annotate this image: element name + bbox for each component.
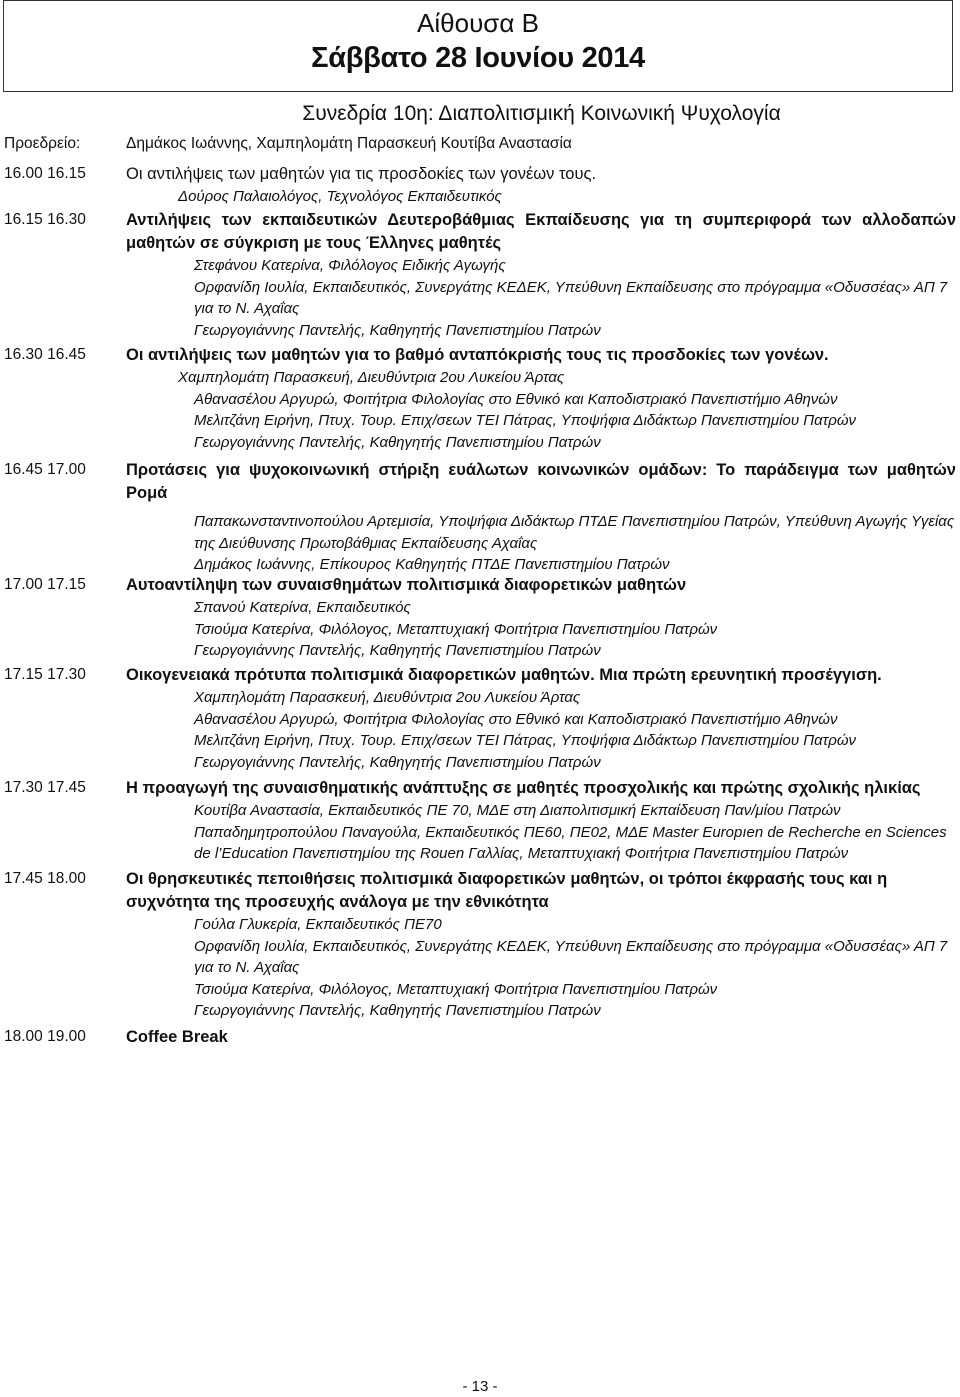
talk-time: 16.00 16.15 (4, 165, 86, 182)
chair-label: Προεδρείο: (4, 135, 81, 152)
talk-title: Οι θρησκευτικές πεποιθήσεις πολιτισμικά διαφορετικών μαθητών, οι τρόποι έκφρασής τους και η συχνότητα της προσευχής ανάλογα με την εθνικότητα (126, 870, 888, 911)
talk-author: Γεωργογιάννης Παντελής, Καθηγητής Πανεπιστημίου Πατρών (194, 642, 601, 659)
talk-title: Οικογενειακά πρότυπα πολιτισμικά διαφορετικών μαθητών. Μια πρώτη ερευνητική προσέγγιση. (126, 666, 882, 684)
talk-author: Γεωργογιάννης Παντελής, Καθηγητής Πανεπιστημίου Πατρών (194, 1002, 601, 1019)
talk-author: Μελιτζάνη Ειρήνη, Πτυχ. Τουρ. Επιχ/σεων ΤΕΙ Πάτρας, Υποψήφια Διδάκτωρ Πανεπιστημίου Πατρών (194, 412, 857, 429)
talk-title: Προτάσεις για ψυχοκοινωνική στήριξη ευάλωτων κοινωνικών ομάδων: Το παράδειγμα των μαθητών Ρομά (126, 461, 956, 502)
talk-time: 16.45 17.00 (4, 461, 86, 478)
talk-author: Γούλα Γλυκερία, Εκπαιδευτικός ΠΕ70 (194, 916, 442, 933)
talk-time: 18.00 19.00 (4, 1028, 86, 1045)
talk-author: Παπαδημητροπούλου Παναγούλα, Εκπαιδευτικός ΠΕ60, ΠΕ02, ΜΔΕ Master Europıen de Recherche en Sciences de l’Education Πανεπιστημίου της Rouen Γαλλίας, Μεταπτυχιακή Φοιτήτρια Πανεπιστημίου Πατρών (194, 823, 947, 862)
header-box (3, 0, 953, 92)
talk-author: Χαμπηλομάτη Παρασκευή, Διευθύντρια 2ου Λυκείου Άρτας (194, 689, 581, 706)
talk-author: Κουτίβα Αναστασία, Εκπαιδευτικός ΠΕ 70, ΜΔΕ στη Διαπολιτισμική Εκπαίδευση Παν/μίου Πατρών (194, 802, 841, 819)
talk-author: Δημάκος Ιωάννης, Επίκουρος Καθηγητής ΠΤΔΕ Πανεπιστημίου Πατρών (194, 556, 670, 573)
talk-title: Η προαγωγή της συναισθηματικής ανάπτυξης σε μαθητές προσχολικής και πρώτης σχολικής ηλικίας (126, 779, 921, 797)
talk-author: Σπανού Κατερίνα, Εκπαιδευτικός (194, 599, 411, 616)
page-number: - 13 - (462, 1378, 498, 1395)
talk-title: Αυτοαντίληψη των συναισθημάτων πολιτισμικά διαφορετικών μαθητών (126, 576, 687, 594)
talk-author: Χαμπηλομάτη Παρασκευή, Διευθύντρια 2ου Λυκείου Άρτας (178, 369, 565, 386)
talk-time: 16.15 16.30 (4, 211, 86, 228)
room-heading: Αίθουσα Β (417, 8, 539, 38)
talk-author: Ορφανίδη Ιουλία, Εκπαιδευτικός, Συνεργάτης ΚΕΔΕΚ, Υπεύθυνη Εκπαίδευσης στο πρόγραμμα «Οδυσσέας» ΑΠ 7 για το Ν. Αχαΐας (194, 937, 948, 976)
session-title: Συνεδρία 10η: Διαπολιτισμική Κοινωνική Ψυχολογία (302, 102, 781, 125)
talk-time: 17.45 18.00 (4, 870, 86, 887)
talk-author: Παπακωνσταντινοπούλου Αρτεμισία, Υποψήφια Διδάκτωρ ΠΤΔΕ Πανεπιστημίου Πατρών, Υπεύθυνη Αγωγής Υγείας της Διεύθυνσης Πρωτοβάθμιας Εκπαίδευσης Αχαΐας (194, 513, 955, 552)
date-heading: Σάββατο 28 Ιουνίου 2014 (311, 42, 645, 74)
talk-title: Οι αντιλήψεις των μαθητών για τις προσδοκίες των γονέων τους. (126, 165, 597, 183)
talk-author: Γεωργογιάννης Παντελής, Καθηγητής Πανεπιστημίου Πατρών (194, 753, 601, 771)
talk-author: Γεωργογιάννης Παντελής, Καθηγητής Πανεπιστημίου Πατρών (194, 433, 601, 451)
talk-author: Δούρος Παλαιολόγος, Τεχνολόγος Εκπαιδευτικός (178, 188, 502, 205)
talk-title: Αντιλήψεις των εκπαιδευτικών Δευτεροβάθμιας Εκπαίδευσης για τη συμπεριφορά των αλλοδαπών μαθητών σε σύγκριση με τους Έλληνες μαθητές (126, 211, 956, 252)
talk-author: Αθανασέλου Αργυρώ, Φοιτήτρια Φιλολογίας στο Εθνικό και Καποδιστριακό Πανεπιστήμιο Αθηνών (194, 390, 838, 408)
talk-author: Γεωργογιάννης Παντελής, Καθηγητής Πανεπιστημίου Πατρών (194, 321, 601, 339)
talk-time: 17.30 17.45 (4, 779, 86, 796)
talk-time: 17.00 17.15 (4, 576, 86, 593)
talk-author: Αθανασέλου Αργυρώ, Φοιτήτρια Φιλολογίας στο Εθνικό και Καποδιστριακό Πανεπιστήμιο Αθηνών (194, 710, 838, 728)
chair-names: Δημάκος Ιωάννης, Χαμπηλομάτη Παρασκευή Κουτίβα Αναστασία (126, 135, 572, 152)
talk-author: Τσιούμα Κατερίνα, Φιλόλογος, Μεταπτυχιακή Φοιτήτρια Πανεπιστημίου Πατρών (194, 980, 718, 998)
talk-author: Μελιτζάνη Ειρήνη, Πτυχ. Τουρ. Επιχ/σεων ΤΕΙ Πάτρας, Υποψήφια Διδάκτωρ Πανεπιστημίου Πατρών (194, 732, 857, 749)
talk-author: Ορφανίδη Ιουλία, Εκπαιδευτικός, Συνεργάτης ΚΕΔΕΚ, Υπεύθυνη Εκπαίδευσης στο πρόγραμμα «Οδυσσέας» ΑΠ 7 για το Ν. Αχαΐας (194, 278, 948, 317)
talk-author: Τσιούμα Κατερίνα, Φιλόλογος, Μεταπτυχιακή Φοιτήτρια Πανεπιστημίου Πατρών (194, 620, 718, 638)
talk-time: 16.30 16.45 (4, 346, 86, 363)
talk-title: Οι αντιλήψεις των μαθητών για το βαθμό ανταπόκρισής τους τις προσδοκίες των γονέων. (126, 346, 829, 364)
talk-title: Coffee Break (126, 1028, 228, 1046)
talk-author: Στεφάνου Κατερίνα, Φιλόλογος Ειδικής Αγωγής (194, 257, 506, 274)
talk-time: 17.15 17.30 (4, 666, 86, 683)
